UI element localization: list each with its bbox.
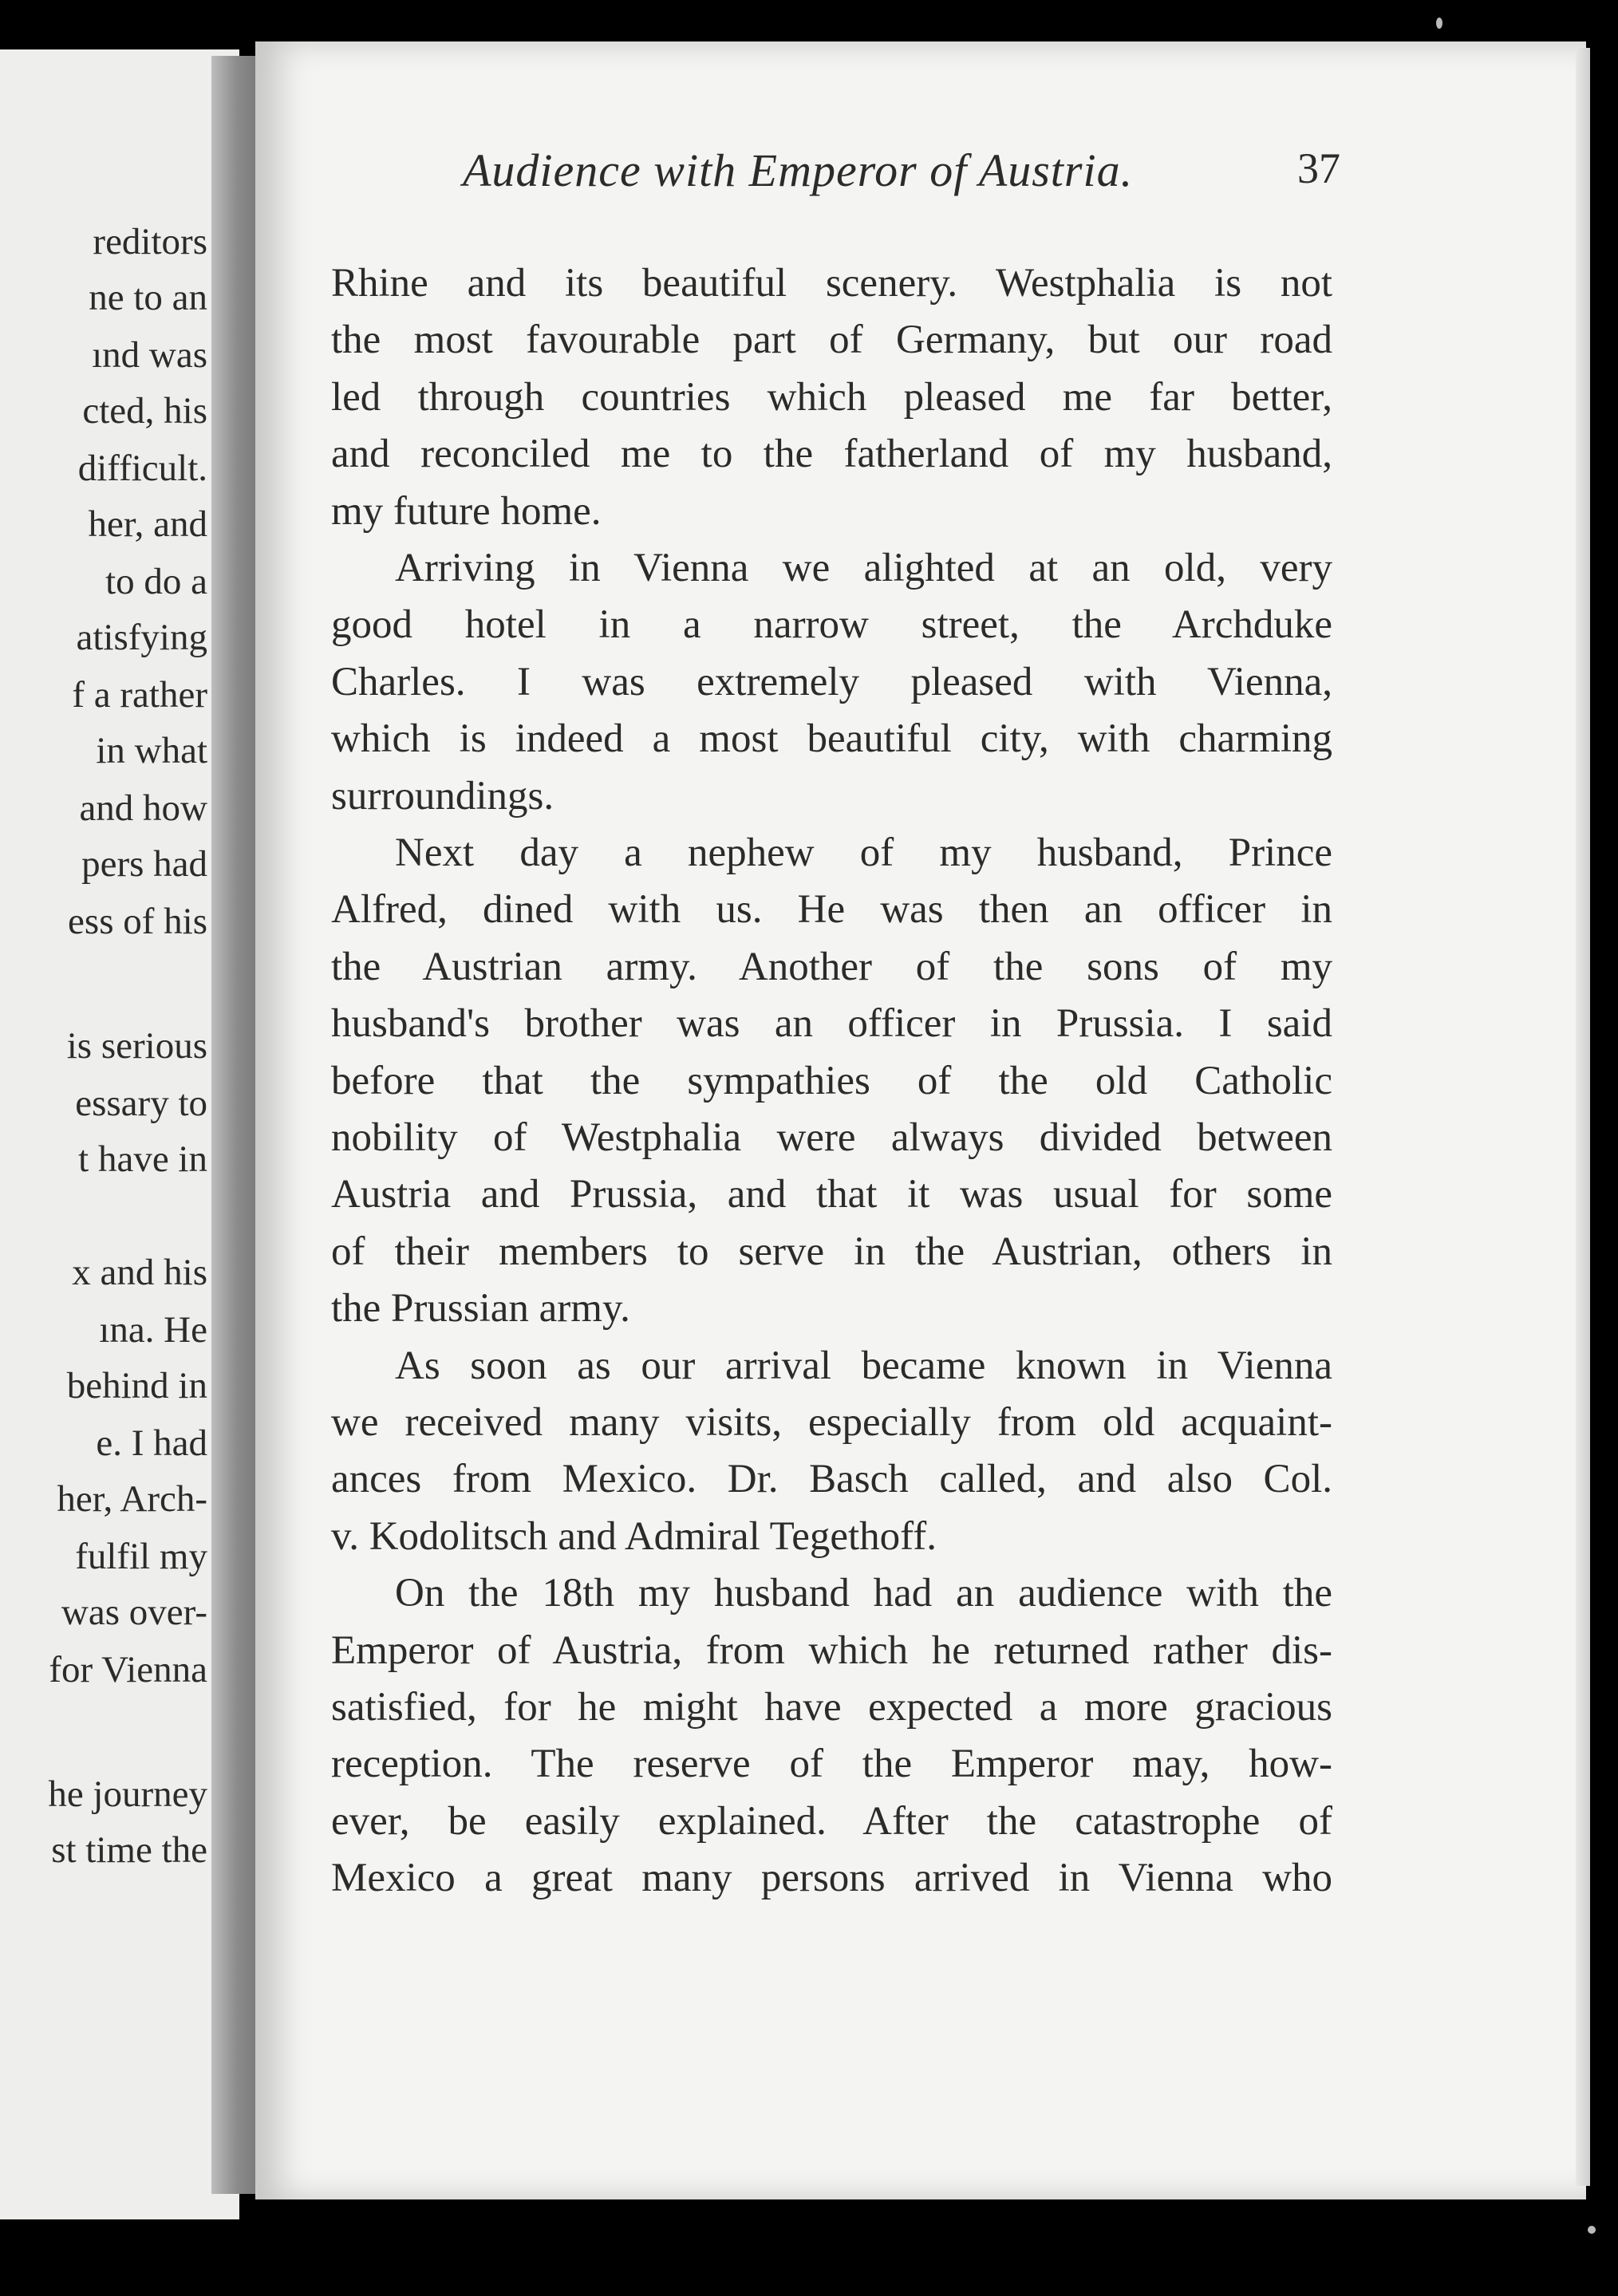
left-page-line: was over- <box>61 1592 207 1633</box>
left-page-line: and how <box>79 787 207 829</box>
left-page-line: pers had <box>81 843 207 885</box>
left-page-line: is serious <box>66 1025 207 1067</box>
left-page-line: atisfying <box>76 617 207 658</box>
left-page-fragment <box>0 49 239 2219</box>
left-page-line: behind in <box>66 1365 207 1406</box>
body-line: and reconciled me to the fatherland of my husband, <box>331 432 1332 477</box>
body-line: we received many visits, especially from old acquaint- <box>331 1400 1332 1445</box>
body-line: Rhine and its beautiful scenery. Westphalia is not <box>331 261 1332 306</box>
left-page-line: to do a <box>105 561 207 602</box>
left-page-line: st time the <box>51 1829 207 1871</box>
body-line: of their members to serve in the Austrian, others in <box>331 1229 1332 1274</box>
left-page-line: ne to an <box>89 277 207 318</box>
body-line: husband's brother was an officer in Prussia. I said <box>331 1001 1332 1047</box>
body-line: nobility of Westphalia were always divided between <box>331 1115 1332 1160</box>
page-edge <box>1576 48 1590 2186</box>
body-line: Alfred, dined with us. He was then an officer in <box>331 887 1332 933</box>
left-page-line: ess of his <box>68 901 207 942</box>
left-page-line: reditors <box>93 221 207 262</box>
body-line: Austria and Prussia, and that it was usual for some <box>331 1172 1332 1217</box>
page-number: 37 <box>1297 144 1340 192</box>
scan-speck <box>1588 2226 1596 2234</box>
left-page-line: in what <box>96 730 207 771</box>
left-page-line: ına. He <box>99 1309 207 1351</box>
left-page-line: essary to <box>75 1083 207 1124</box>
body-line: ances from Mexico. Dr. Basch called, and also Col. <box>331 1457 1332 1502</box>
body-line: satisfied, for he might have expected a more gracious <box>331 1685 1332 1730</box>
body-line: the Prussian army. <box>331 1286 630 1331</box>
body-line: which is indeed a most beautiful city, with charming <box>331 716 1332 762</box>
left-page-line: t have in <box>78 1138 207 1180</box>
left-page-line: he journey <box>48 1773 207 1815</box>
body-line: Arriving in Vienna we alighted at an old, very <box>395 546 1332 590</box>
body-line: good hotel in a narrow street, the Archduke <box>331 602 1332 648</box>
left-page-line: difficult. <box>77 448 207 489</box>
left-page-line: cted, his <box>82 390 207 432</box>
body-line: Mexico a great many persons arrived in Vienna who <box>331 1856 1332 1901</box>
body-line: led through countries which pleased me far better, <box>331 374 1332 420</box>
body-line: before that the sympathies of the old Catholic <box>331 1058 1332 1103</box>
scan-speck <box>1436 18 1442 29</box>
body-line: Charles. I was extremely pleased with Vienna, <box>331 659 1332 704</box>
body-line: v. Kodolitsch and Admiral Tegethoff. <box>331 1513 937 1559</box>
left-page-line: ınd was <box>92 334 207 376</box>
body-line: On the 18th my husband had an audience with the <box>395 1571 1332 1616</box>
body-line: the most favourable part of Germany, but our road <box>331 318 1332 363</box>
left-page-line: e. I had <box>96 1422 207 1464</box>
body-line: ever, be easily explained. After the catastrophe of <box>331 1798 1332 1844</box>
left-page-line: her, and <box>88 503 207 545</box>
page-header <box>447 136 1340 207</box>
left-page-line: f a rather <box>72 674 207 716</box>
body-line: Emperor of Austria, from which he returned rather dis- <box>331 1627 1332 1673</box>
body-line: reception. The reserve of the Emperor may, how- <box>331 1742 1332 1787</box>
body-line: my future home. <box>331 488 602 534</box>
left-page-line: fulfil my <box>75 1536 207 1577</box>
body-line: the Austrian army. Another of the sons of my <box>331 944 1332 989</box>
left-page-line: her, Arch- <box>57 1478 207 1520</box>
running-head: Audience with Emperor of Austria. <box>463 144 1134 196</box>
left-page-line: for Vienna <box>49 1649 207 1690</box>
body-line: As soon as our arrival became known in Vienna <box>395 1343 1332 1388</box>
body-line: surroundings. <box>331 773 554 819</box>
left-page-line: x and his <box>72 1252 207 1293</box>
body-line: Next day a nephew of my husband, Prince <box>395 830 1332 875</box>
